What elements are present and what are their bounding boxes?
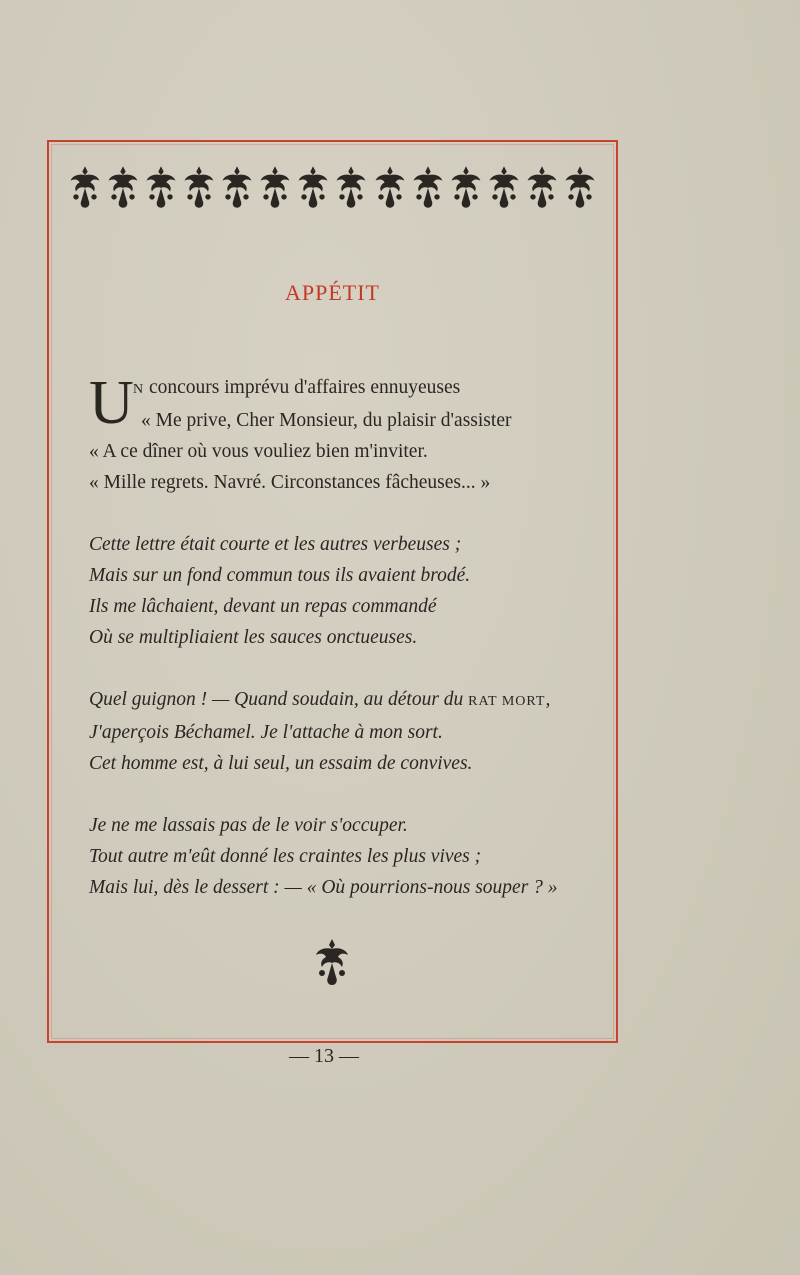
fleur-de-lis-icon: [143, 162, 179, 212]
poem-title: APPÉTIT: [285, 280, 380, 305]
stanza-3: [89, 684, 599, 779]
fleur-de-lis-icon: [181, 162, 217, 212]
poem-line: Cette lettre était courte et les autres verbeuses ;: [89, 534, 462, 555]
small-caps-name: RAT MORT: [468, 694, 546, 709]
poem-line: « Mille regrets. Navré. Circonstances fâcheuses... »: [89, 472, 491, 493]
poem-line: J'aperçois Béchamel. Je l'attache à mon sort.: [89, 722, 443, 743]
small-caps-letter: N: [133, 382, 145, 397]
drop-cap: U: [89, 369, 134, 437]
poem-line: [89, 684, 599, 717]
fleur-de-lis-icon: [448, 162, 484, 212]
poem-line: « Me prive, Cher Monsieur, du plaisir d'assister: [141, 410, 512, 431]
stanza-1: [89, 369, 599, 498]
page-number: — 13 —: [289, 1045, 359, 1067]
poem-body: [89, 369, 599, 934]
fleur-de-lis-icon: [219, 162, 255, 212]
poem-line: Tout autre m'eût donné les craintes les plus vives ;: [89, 846, 482, 867]
page-frame: [47, 140, 618, 1043]
stanza-2: [89, 529, 599, 653]
fleur-de-lis-icon: [333, 162, 369, 212]
poem-line: Je ne me lassais pas de le voir s'occuper.: [89, 815, 408, 836]
poem-line: Ils me lâchaient, devant un repas commandé: [89, 596, 437, 617]
fleur-de-lis-icon: [562, 162, 598, 212]
poem-line: Mais sur un fond commun tous ils avaient brodé.: [89, 565, 471, 586]
fleur-de-lis-icon: [312, 937, 352, 987]
fleur-de-lis-icon: [486, 162, 522, 212]
line-text: Quel guignon ! — Quand soudain, au détour du: [89, 689, 469, 710]
fleur-de-lis-icon: [410, 162, 446, 212]
fleur-de-lis-icon: [105, 162, 141, 212]
ornament-band: [67, 162, 598, 212]
stanza-4: [89, 810, 599, 903]
fleur-de-lis-icon: [524, 162, 560, 212]
poem-line: Mais lui, dès le dessert : — « Où pourrions-nous souper ? »: [89, 877, 558, 898]
line-text: concours imprévu d'affaires ennuyeuses: [144, 377, 461, 398]
fleur-de-lis-icon: [295, 162, 331, 212]
poem-line: Cet homme est, à lui seul, un essaim de convives.: [89, 753, 473, 774]
poem-line: [89, 372, 599, 405]
fleur-de-lis-icon: [67, 162, 103, 212]
poem-line: « A ce dîner où vous vouliez bien m'inviter.: [89, 441, 428, 462]
poem-line: Où se multipliaient les sauces onctueuses.: [89, 627, 418, 648]
fleur-de-lis-icon: [257, 162, 293, 212]
line-text: ,: [545, 689, 551, 710]
fleur-de-lis-icon: [372, 162, 408, 212]
